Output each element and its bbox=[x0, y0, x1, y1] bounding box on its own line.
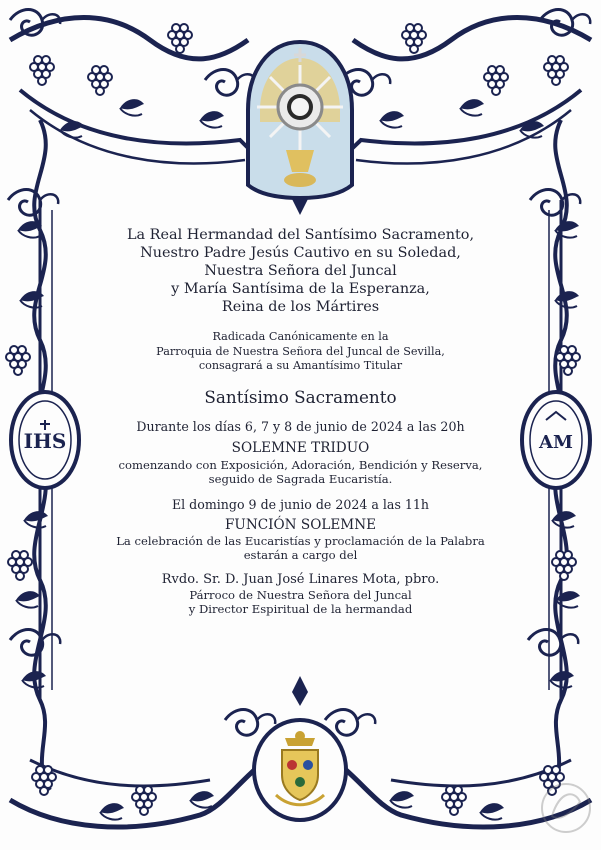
seat-line: consagrará a su Amantísimo Titular bbox=[198, 359, 403, 372]
triduo-line: seguido de Sagrada Eucaristía. bbox=[208, 472, 393, 487]
brotherhood-line: Reina de los Mártires bbox=[221, 299, 380, 315]
watermark-logo bbox=[542, 784, 590, 832]
ihs-medallion bbox=[11, 392, 79, 488]
funcion-line: La celebración de las Eucaristías y proclamación de la Palabra bbox=[116, 533, 485, 548]
triduo-description bbox=[70, 458, 531, 486]
preacher-role-line: Párroco de Nuestra Señora del Juncal bbox=[189, 587, 412, 602]
triduo-dates: Durante los días 6, 7 y 8 de junio de 2024 a las 20h bbox=[136, 418, 465, 434]
triduo-line: comenzando con Exposición, Adoración, Bendición y Reserva, bbox=[118, 458, 483, 473]
brotherhood-line: Nuestro Padre Jesús Cautivo en su Soledad, bbox=[140, 245, 461, 261]
monstrance-medallion bbox=[248, 42, 352, 198]
brotherhood-line: Nuestra Señora del Juncal bbox=[204, 263, 397, 279]
brotherhood-name bbox=[70, 226, 531, 316]
preacher-name: Rvdo. Sr. D. Juan José Linares Mota, pbro. bbox=[161, 572, 440, 588]
titular-heading: Santísimo Sacramento bbox=[204, 386, 397, 407]
marian-monogram: AM bbox=[539, 432, 573, 453]
preacher-roles bbox=[70, 588, 531, 617]
funcion-description bbox=[70, 534, 531, 562]
canonical-seat bbox=[70, 330, 531, 374]
triduo-title: SOLEMNE TRIDUO bbox=[231, 439, 370, 456]
marian-medallion bbox=[522, 392, 590, 488]
invitation-text bbox=[70, 226, 531, 617]
seat-line: Radicada Canónicamente en la bbox=[212, 330, 389, 343]
funcion-title: FUNCIÓN SOLEMNE bbox=[224, 516, 377, 533]
seat-line: Parroquia de Nuestra Señora del Juncal de Sevilla, bbox=[156, 344, 445, 358]
funcion-line: estarán a cargo del bbox=[243, 548, 358, 563]
brotherhood-line: La Real Hermandad del Santísimo Sacramento, bbox=[126, 227, 475, 243]
preacher-role-line: y Director Espiritual de la hermandad bbox=[188, 602, 413, 617]
brotherhood-line: y María Santísima de la Esperanza, bbox=[171, 281, 430, 297]
coat-of-arms-medallion bbox=[254, 720, 346, 820]
ihs-monogram: IHS bbox=[23, 429, 67, 453]
funcion-date: El domingo 9 de junio de 2024 a las 11h bbox=[171, 497, 430, 513]
